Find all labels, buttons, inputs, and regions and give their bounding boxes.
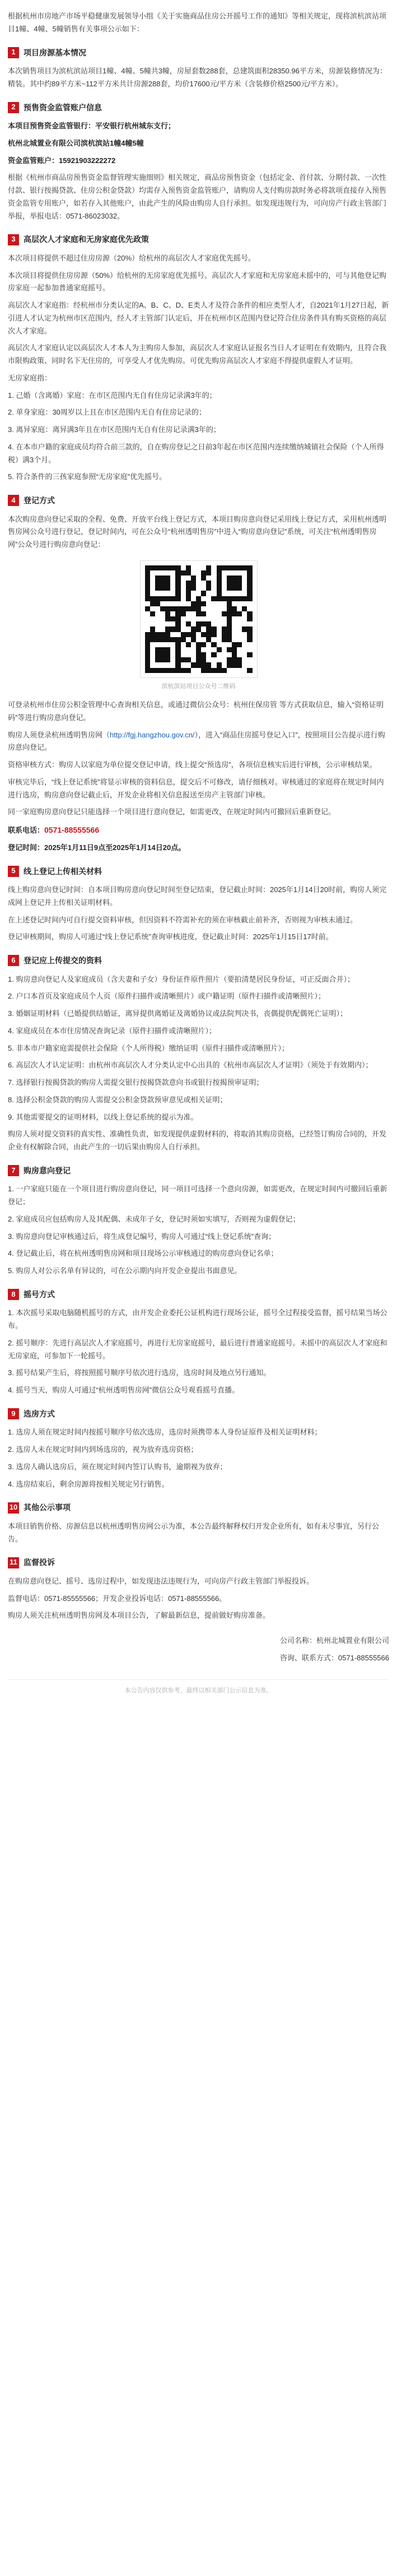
section-7-header — [8, 1164, 389, 1178]
tel-number[interactable]: 0571-88555566 — [44, 825, 100, 834]
list-item: 2. 家庭成员应包括购房人及其配偶、未成年子女，登记时须如实填写，否则视为虚假登记； — [8, 1214, 300, 1223]
section-5-text-1: 线上购房意向登记时间：自本项目购房意向登记时间至登记结束，登记截止时间：2025年1月14日20时前，购房人须完成网上登记并上传相关证明材料。 — [8, 885, 387, 907]
section-8-header — [8, 1288, 389, 1302]
section-4-text-6: 同一家庭购房意向登记只能选择一个项目进行意向登记，如需更改，在规定时间内可撤回后重新登记。 — [8, 807, 336, 816]
section-number: 6 — [8, 955, 19, 966]
section-number: 10 — [8, 1502, 19, 1514]
section-5-text-3: 登记审核期间，购房人可通过“线上登记系统”查询审核进度，登记截止时间：2025年1月15日17时前。 — [8, 932, 333, 941]
list-item: 5. 符合条件的三孩家庭参照“无房家庭”优先摇号。 — [8, 472, 167, 481]
section-title: 其他公示事项 — [24, 1503, 71, 1512]
disclaimer: 本公告内容仅供参考，最终以相关部门公示信息为准。 — [8, 1679, 389, 1696]
section-title: 登记方式 — [24, 496, 55, 505]
section-title: 购房意向登记 — [24, 1166, 71, 1175]
section-number: 11 — [8, 1557, 19, 1568]
section-3-header — [8, 233, 389, 247]
list-item: 1. 己婚（含离婚）家庭：在市区范围内无自有住房记录满3年的； — [8, 391, 217, 400]
list-item: 4. 登记截止后，将在杭州透明售房网和项目现场公示审核通过的购房意向登记名单； — [8, 1249, 278, 1258]
contact-line — [8, 823, 389, 837]
section-2-header — [8, 101, 389, 115]
tel-label: 联系电话： — [8, 826, 45, 834]
list-item: 3. 婚姻证明材料（已婚提供结婚证，离异提供离婚证及离婚协议或法院判决书，丧偶提供配偶死亡证明）； — [8, 1009, 347, 1018]
list-item: 6. 高层次人才认定证明：由杭州市高层次人才分类认定中心出具的《杭州市高层次人才证明》（须处于有效期内）； — [8, 1061, 373, 1070]
section-8-text-3: 3. 摇号结果产生后，将按照摇号顺序号依次进行选房，选房时间及地点另行通知。 — [8, 1368, 271, 1377]
section-5-header — [8, 865, 389, 879]
section-6-text: 购房人须对提交资料的真实性、准确性负责，如发现提供虚假材料的，将取消其购房资格，已经签订购房合同的，开发企业有权解除合同，由此产生的一切后果由购房人自行承担。 — [8, 1130, 387, 1151]
section-number: 9 — [8, 1408, 19, 1419]
section-4-text-2: 可登录杭州市住房公积金管理中心查询相关信息，或通过微信公众号：杭州住保房管 等方式获取信息，输入“资格证明码”等进行购房意向登记。 — [8, 700, 384, 722]
section-4-text-3 — [8, 729, 389, 755]
section-title: 监督投诉 — [24, 1558, 55, 1567]
section-number: 8 — [8, 1289, 19, 1300]
section-3-text-3: 高层次人才家庭指：经杭州市分类认定的A、B、C、D、E类人才及符合条件的相应类型人才，自2021年1月27日起，新引进人才认定为杭州市区范围内，经人才主管部门认定后，并在杭州市区范围内登记符合住房条件具有购买资格的高层次人才家庭。 — [8, 301, 389, 335]
section-title: 线上登记上传相关材料 — [24, 866, 102, 876]
list-item: 5. 非本市户籍家庭需提供社会保险（个人所得税）缴纳证明（原件扫描件或清晰照片）； — [8, 1043, 289, 1052]
section-4-text-4: 资格审核方式：购房人以家庭为单位提交登记申请，线上提交“预选房”，各项信息核实后进行审核，公示审核结果。 — [8, 760, 377, 769]
intro-paragraph: 根据杭州市房地产市场平稳健康发展领导小组《关于实施商品住房公开摇号工作的通知》等相关规定，现将滨杭滨站项目1幢、4幢、5幢销售有关事项公示如下： — [8, 12, 387, 33]
qr-code-image[interactable] — [140, 560, 258, 678]
section-11-header — [8, 1556, 389, 1570]
list-item: 1. 购房意向登记人及家庭成员（含夫妻和子女）身份证件原件照片（要拍清楚居民身份证，可正反面合并）； — [8, 974, 354, 983]
list-item: 1. 一户家庭只能在一个项目进行购房意向登记，同一项目可选择一个意向房源，如需更改，在规定时间内可撤回后重新登记； — [8, 1185, 387, 1206]
section-11-text-3: 购房人须关注杭州透明售房网及本项目公告，了解最新信息，提前做好购房准备。 — [8, 1611, 270, 1620]
signature-block — [8, 1635, 389, 1665]
list-item: 9. 其他需要提交的证明材料，以线上登记系统的提示为准。 — [8, 1112, 198, 1121]
list-item: 3. 购房意向登记审核通过后，将生成登记编号，购房人可通过“线上登记系统”查询； — [8, 1232, 276, 1241]
list-item: 3. 离异家庭：离异满3年且在市区范围内无自有住房记录满3年的； — [8, 425, 221, 434]
company-name: 公司名称：杭州北城置业有限公司 — [279, 1636, 389, 1645]
section-title: 预售资金监管账户信息 — [24, 103, 102, 112]
section-4-text-1: 本次购房意向登记采取的全程、免费、开放平台线上登记方式，本项目购房意向登记采用线上登记方式，采用杭州透明售房网公众号进行登记，登记时间内，可在公众号“杭州透明售房”中进入“购房意向登记”系统，可关注“杭州透明售房网”公众号进行购房意向登记： — [8, 514, 387, 549]
section-9-header — [8, 1407, 389, 1421]
text-span: ），进入“商品住房摇号登记入口”，按照项目公告提示进行购房意向登记。 — [8, 730, 385, 752]
section-8-text-4: 4. 摇号当天，购房人可通过“杭州透明售房网”微信公众号观看摇号直播。 — [8, 1386, 240, 1394]
section-11-text-2: 监督电话：0571-85555566；开发企业投诉电话：0571-88555566。 — [8, 1594, 227, 1603]
section-number: 2 — [8, 102, 19, 113]
section-11-text-1: 在购房意向登记、摇号、选房过程中，如发现违法违规行为，可向房产行政主管部门举报投诉。 — [8, 1576, 314, 1585]
section-4-text-5: 审核完毕后，“线上登记系统”将显示审核的资料信息，提交后不可修改，请仔细核对。审核通过的家庭将在规定时间内进行选房，购房意向登记截止后，开发企业将相关信息报送至房产主管部门审核。 — [8, 777, 384, 799]
qr-caption: 滨杭滨站项目公众号二维码 — [161, 683, 236, 690]
section-number: 4 — [8, 495, 19, 506]
section-10-text: 本项目销售价格、房源信息以杭州透明售房网公示为准，本公告最终解释权归开发企业所有，如有未尽事宜，另行公告。 — [8, 1521, 380, 1543]
time-label: 登记时间： — [8, 843, 45, 852]
website-link[interactable]: http://fgj.hangzhou.gov.cn/ — [110, 730, 195, 739]
section-8-text-2: 2. 摇号顺序：先进行高层次人才家庭摇号，再进行无房家庭摇号，最后进行普通家庭摇号。未摇中的高层次人才家庭和无房家庭，可参加下一轮摇号。 — [8, 1338, 387, 1360]
section-9-text-3: 3. 选房人确认选房后，须在规定时间内签订认购书，逾期视为放弃； — [8, 1462, 227, 1471]
section-title: 登记应上传提交的资料 — [24, 956, 102, 965]
section-number: 7 — [8, 1165, 19, 1176]
account-name-line: 杭州北城置业有限公司滨杭滨站1幢4幢5幢 — [8, 138, 144, 147]
section-title: 摇号方式 — [24, 1289, 55, 1299]
section-3-text-5: 无房家庭指： — [8, 373, 52, 382]
section-9-text-1: 1. 选房人须在规定时间内按摇号顺序号依次选房，选房时须携带本人身份证原件及相关证明材料； — [8, 1428, 322, 1437]
section-2-text: 根据《杭州市商品房预售资金监督管理实施细则》相关规定，商品房预售资金（包括定金、首付款、分期付款、一次性付款、银行按揭贷款、住房公积金贷款）均需存入预售资金监管账户，请购房人支付购房款时务必将款项直接存入预售资金监管专用账户，如若存入其他账户，由此产生的风险由购房人自行承担。如发现违规行为，可向房产行政主管部门举报，举报电话：0571-86023032。 — [8, 173, 387, 220]
section-title: 选房方式 — [24, 1409, 55, 1418]
section-5-text-2: 在上述登记时间内可自行提交资料审核，但因资料不符需补充的须在审核截止前补齐，否则视为审核未通过。 — [8, 915, 358, 924]
text-span: 购房人须登录杭州透明售房网（ — [8, 730, 110, 739]
list-item: 8. 选择公积金贷款的购房人需提交公积金贷款预审意见或相关证明； — [8, 1095, 227, 1104]
section-3-text-4: 高层次人才家庭认定以高层次人才本人为主购房人参加，高层次人才家庭认证报名当日人才证明在有效期内，且符合我市限购政策、同时名下无住房的，可享受人才优先购房。可优先购房高层次人才家庭不得提供虚假人才证明。 — [8, 344, 387, 365]
section-title: 高层次人才家庭和无房家庭优先政策 — [24, 235, 149, 244]
section-10-header — [8, 1501, 389, 1515]
section-9-text-4: 4. 选房结束后，剩余房源将按相关规定另行销售。 — [8, 1479, 169, 1488]
account-number-line: 资金监管账户：15921903222272 — [8, 156, 116, 165]
contact-info: 咨询、联系方式：0571-88555566 — [279, 1653, 389, 1662]
section-8-text-1: 1. 本次摇号采取电脑随机摇号的方式，由开发企业委托公证机构进行现场公证，摇号全过程接受监督，摇号结果当场公布。 — [8, 1308, 387, 1330]
section-3-text-2: 本次项目将提供住房房源（50%）给杭州的无房家庭优先摇号。高层次人才家庭和无房家庭未摇中的，可与其他登记购房家庭一起参加普通家庭摇号。 — [8, 271, 387, 293]
list-item: 7. 选择银行按揭贷款的购房人需提交银行按揭贷款意向书或银行按揭预审证明； — [8, 1078, 264, 1087]
list-item: 4. 家庭成员在本市住房情况查询记录（原件扫描件或清晰照片）； — [8, 1026, 216, 1035]
list-item: 2. 单身家庭：30周岁以上且在市区范围内无自有住房记录的； — [8, 408, 206, 417]
section-number: 1 — [8, 47, 19, 58]
time-value: 2025年1月11日9点至2025年1月14日20点。 — [44, 843, 186, 852]
section-6-header — [8, 954, 389, 968]
time-line — [8, 842, 389, 855]
section-number: 3 — [8, 234, 19, 245]
section-title: 项目房源基本情况 — [24, 48, 86, 57]
qr-code-block — [8, 560, 389, 692]
bank-line: 本项目预售资金监管银行：平安银行杭州城东支行； — [8, 122, 176, 130]
list-item: 2. 户口本首页及家庭成员个人页（原件扫描件或清晰照片）或户籍证明（原件扫描件或清晰照片）； — [8, 992, 325, 1001]
section-4-header — [8, 494, 389, 508]
list-item: 4. 在本市户籍的家庭成员均符合前三款的，自在购房登记之日前3年起在市区范围内连续缴纳城镇社会保险（个人所得税）满3个月。 — [8, 442, 384, 464]
list-item: 5. 购房人对公示名单有异议的，可在公示期内向开发企业提出书面意见。 — [8, 1266, 242, 1275]
section-1-header — [8, 46, 389, 60]
section-1-text: 本次销售项目为滨杭滨站项目1幢、4幢、5幢共3幢，房屋套数288套，总建筑面积28350.96平方米，房源装修情况为：精装。其中约89平方米~112平方米共计房源288套，均价17600元/平方米（含装修价格2500元/平方米）。 — [8, 67, 387, 88]
section-3-text-1: 本次项目将提供不超过住房房源（20%）给杭州的高层次人才家庭优先摇号。 — [8, 253, 256, 262]
section-number: 5 — [8, 866, 19, 877]
section-9-text-2: 2. 选房人未在规定时间内到场选房的，视为放弃选房资格； — [8, 1445, 198, 1454]
